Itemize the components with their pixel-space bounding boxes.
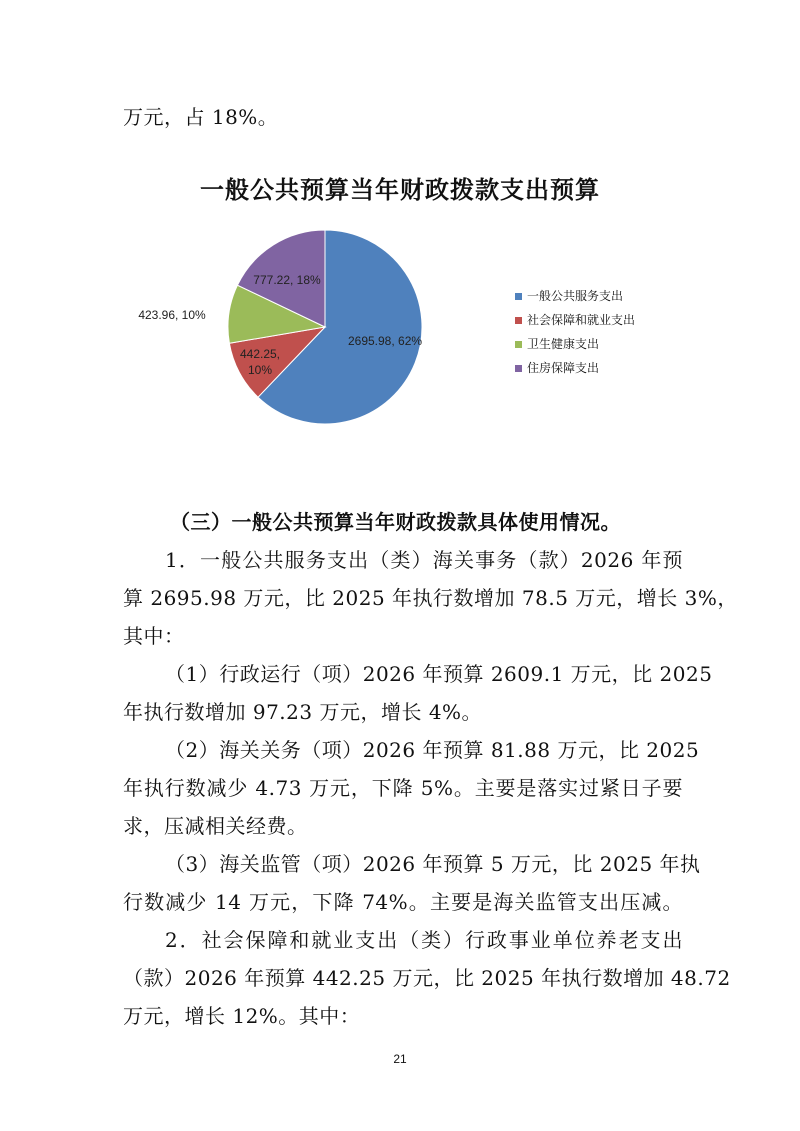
legend-label: 一般公共服务支出 [527,289,624,303]
data-label: 442.25, [239,347,281,361]
legend-item [515,332,635,356]
legend-swatch [515,341,522,348]
body-text-line: （2）海关关务（项）2026 年预算 81.88 万元，比 2025 [165,738,700,762]
body-text-line: 万元，增长 12%。其中： [123,1004,361,1028]
legend-label: 卫生健康支出 [527,337,600,351]
body-text-line: 算 2695.98 万元，比 2025 年执行数增加 78.5 万元，增长 3%， [123,586,738,610]
section-heading: （三）一般公共预算当年财政拨款具体使用情况。 [170,510,621,534]
data-label: 2695.98, 62% [347,334,423,348]
body-text-line: 其中： [123,624,185,648]
body-text-line: 1．一般公共服务支出（类）海关事务（款）2026 年预 [165,548,683,572]
legend-item [515,308,635,332]
legend-swatch [515,365,522,372]
body-text-line: 求，压减相关经费。 [123,814,308,838]
body-text-line: （1）行政运行（项）2026 年预算 2609.1 万元，比 2025 [165,662,713,686]
body-text-line: 行数减少 14 万元，下降 74%。主要是海关监管支出压减。 [123,890,683,914]
chart-legend [515,284,635,380]
legend-label: 住房保障支出 [527,361,600,375]
chart-title: 一般公共预算当年财政拨款支出预算 [200,176,600,204]
legend-label: 社会保障和就业支出 [527,313,636,327]
data-label: 423.96, 10% [138,308,206,322]
body-text-line: 2．社会保障和就业支出（类）行政事业单位养老支出 [165,928,683,952]
legend-item [515,356,635,380]
data-label: 10% [247,363,273,377]
page-number: 21 [393,1052,407,1066]
body-text-line: （款）2026 年预算 442.25 万元，比 2025 年执行数增加 48.72 [123,966,731,990]
body-text-line: 年执行数减少 4.73 万元，下降 5%。主要是落实过紧日子要 [123,776,683,800]
legend-swatch [515,293,522,300]
data-label: 777.22, 18% [253,273,321,287]
legend-swatch [515,317,522,324]
legend-item [515,284,635,308]
body-text-line: 年执行数增加 97.23 万元，增长 4%。 [123,700,483,724]
body-text-line: 万元，占 18%。 [123,105,279,129]
body-text-line: （3）海关监管（项）2026 年预算 5 万元，比 2025 年执 [165,852,701,876]
pie-chart [138,215,500,445]
